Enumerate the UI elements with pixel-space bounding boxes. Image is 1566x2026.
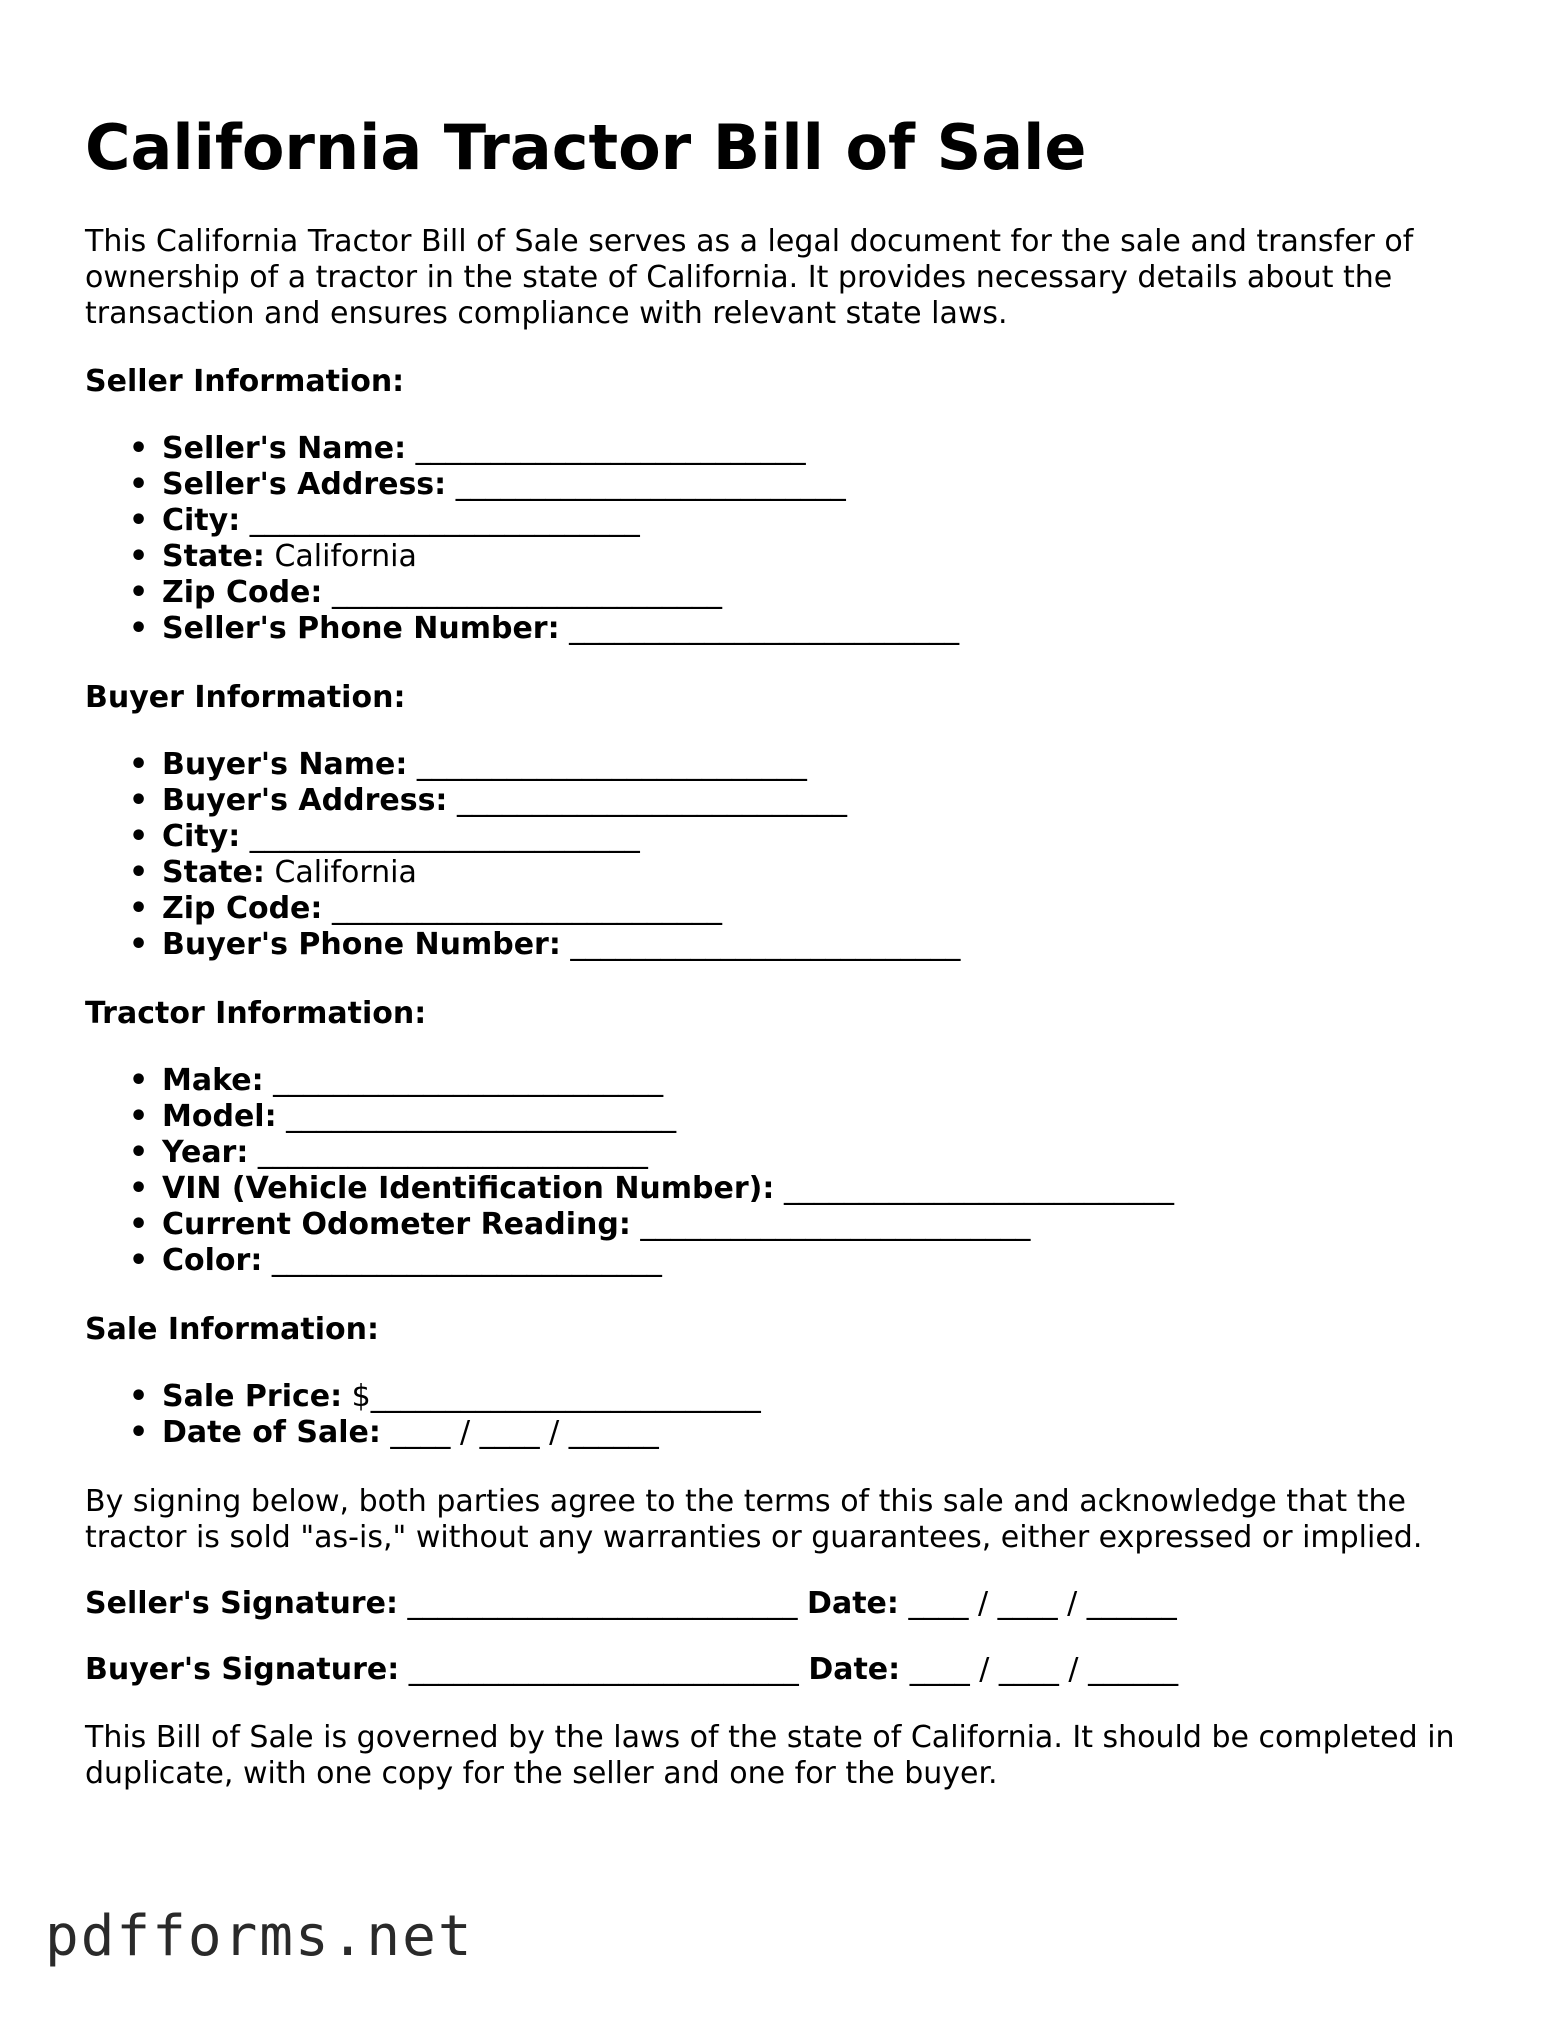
- seller-date-label: Date:: [807, 1586, 899, 1621]
- intro-paragraph: This California Tractor Bill of Sale serves as a legal document for the sale and transfer of ownership of a tractor in the state of California. It provides necessary details about the transaction and ensures compliance with relevant state laws.: [85, 224, 1414, 331]
- buyer-heading: Buyer Information:: [85, 680, 406, 715]
- sale-date-field[interactable]: ____ / ____ / ______: [390, 1415, 659, 1450]
- tractor-heading: Tractor Information:: [85, 996, 427, 1031]
- sale-price-item: • Sale Price: $__________________________: [129, 1379, 761, 1414]
- buyer-date-label: Date:: [808, 1652, 901, 1687]
- seller-state-item: • State: California: [129, 539, 417, 574]
- buyer-signature-line: [85, 1652, 1178, 1688]
- buyer-name-label: Buyer's Name:: [162, 747, 408, 782]
- buyer-phone-field[interactable]: __________________________: [570, 927, 961, 962]
- seller-phone-item: • Seller's Phone Number: __________________________: [129, 611, 960, 646]
- tractor-vin-label: VIN (Vehicle Identification Number):: [162, 1171, 775, 1206]
- buyer-phone-label: Buyer's Phone Number:: [162, 927, 561, 962]
- seller-zip-field[interactable]: __________________________: [331, 575, 722, 610]
- buyer-state-value: California: [274, 855, 417, 890]
- sale-price-field[interactable]: $__________________________: [351, 1379, 761, 1414]
- tractor-list: [85, 1063, 1174, 1279]
- tractor-model-label: Model:: [162, 1099, 277, 1134]
- buyer-zip-label: Zip Code:: [162, 891, 323, 926]
- buyer-signature-field[interactable]: __________________________: [408, 1652, 799, 1687]
- buyer-address-item: • Buyer's Address: __________________________: [129, 783, 847, 818]
- document-title: California Tractor Bill of Sale: [85, 111, 1087, 184]
- tractor-color-label: Color:: [162, 1243, 263, 1278]
- buyer-zip-field[interactable]: __________________________: [331, 891, 722, 926]
- tractor-model-field[interactable]: __________________________: [286, 1099, 677, 1134]
- seller-address-label: Seller's Address:: [162, 467, 447, 502]
- seller-address-field[interactable]: __________________________: [455, 467, 846, 502]
- seller-zip-item: • Zip Code: __________________________: [129, 575, 722, 610]
- buyer-address-field[interactable]: __________________________: [456, 783, 847, 818]
- buyer-city-field[interactable]: __________________________: [249, 819, 640, 854]
- seller-signature-line: [85, 1586, 1177, 1622]
- seller-address-item: • Seller's Address: __________________________: [129, 467, 846, 502]
- seller-date-field[interactable]: ____ / ____ / ______: [908, 1586, 1177, 1621]
- seller-phone-field[interactable]: __________________________: [569, 611, 960, 646]
- tractor-year-field[interactable]: __________________________: [257, 1135, 648, 1170]
- buyer-list: [85, 747, 960, 963]
- sale-date-item: • Date of Sale: ____ / ____ / ______: [129, 1415, 659, 1450]
- tractor-make-field[interactable]: __________________________: [273, 1063, 664, 1098]
- tractor-odometer-item: • Current Odometer Reading: __________________________: [129, 1207, 1031, 1242]
- seller-city-item: • City: __________________________: [129, 503, 640, 538]
- buyer-city-label: City:: [162, 819, 241, 854]
- tractor-model-item: • Model: __________________________: [129, 1099, 677, 1134]
- buyer-state-label: State:: [162, 855, 265, 890]
- buyer-state-item: • State: California: [129, 855, 417, 890]
- tractor-color-item: • Color: __________________________: [129, 1243, 662, 1278]
- tractor-odometer-label: Current Odometer Reading:: [162, 1207, 631, 1242]
- buyer-address-label: Buyer's Address:: [162, 783, 448, 818]
- buyer-city-item: • City: __________________________: [129, 819, 640, 854]
- buyer-name-field[interactable]: __________________________: [416, 747, 807, 782]
- buyer-phone-item: • Buyer's Phone Number: __________________________: [129, 927, 961, 962]
- seller-signature-label: Seller's Signature:: [85, 1586, 398, 1621]
- seller-name-item: • Seller's Name: __________________________: [129, 431, 806, 466]
- tractor-vin-item: • VIN (Vehicle Identification Number): __________________________: [129, 1171, 1174, 1206]
- seller-name-label: Seller's Name:: [162, 431, 407, 466]
- sale-price-label: Sale Price:: [162, 1379, 343, 1414]
- seller-state-value: California: [274, 539, 417, 574]
- seller-name-field[interactable]: __________________________: [415, 431, 806, 466]
- tractor-make-item: • Make: __________________________: [129, 1063, 664, 1098]
- buyer-name-item: • Buyer's Name: __________________________: [129, 747, 807, 782]
- agreement-paragraph: By signing below, both parties agree to the terms of this sale and acknowledge that the tractor is sold "as-is," without any warranties or guarantees, either expressed or implied.: [85, 1484, 1423, 1555]
- seller-heading: Seller Information:: [85, 364, 405, 399]
- buyer-date-field[interactable]: ____ / ____ / ______: [909, 1652, 1179, 1687]
- seller-zip-label: Zip Code:: [162, 575, 323, 610]
- seller-list: [85, 431, 959, 647]
- tractor-color-field[interactable]: __________________________: [271, 1243, 662, 1278]
- sale-list: [85, 1379, 761, 1451]
- seller-city-field[interactable]: __________________________: [249, 503, 640, 538]
- watermark: pdfforms.net: [45, 1904, 474, 1969]
- sale-date-label: Date of Sale:: [162, 1415, 381, 1450]
- tractor-year-label: Year:: [162, 1135, 249, 1170]
- seller-city-label: City:: [162, 503, 241, 538]
- tractor-odometer-field[interactable]: __________________________: [640, 1207, 1031, 1242]
- tractor-vin-field[interactable]: __________________________: [783, 1171, 1174, 1206]
- sale-heading: Sale Information:: [85, 1312, 379, 1347]
- tractor-make-label: Make:: [162, 1063, 264, 1098]
- seller-signature-field[interactable]: __________________________: [407, 1586, 798, 1621]
- seller-state-label: State:: [162, 539, 265, 574]
- tractor-year-item: • Year: __________________________: [129, 1135, 648, 1170]
- buyer-zip-item: • Zip Code: __________________________: [129, 891, 722, 926]
- buyer-signature-label: Buyer's Signature:: [85, 1652, 400, 1687]
- seller-phone-label: Seller's Phone Number:: [162, 611, 560, 646]
- footer-paragraph: This Bill of Sale is governed by the laws of the state of California. It should be completed in duplicate, with one copy for the seller and one for the buyer.: [85, 1720, 1455, 1791]
